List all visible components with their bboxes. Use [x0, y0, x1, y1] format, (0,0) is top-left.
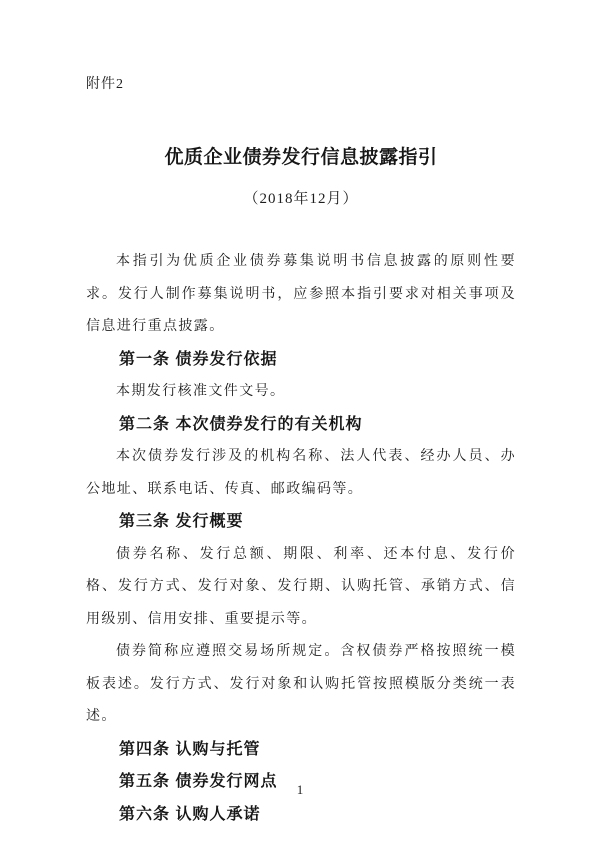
heading-article-2: 第二条 本次债券发行的有关机构 [119, 415, 363, 433]
document-date: （2018年12月） [243, 191, 359, 207]
article-3-paragraph-2: 债券简称应遵照交易场所规定。含权债券严格按照统一模板表述。发行方式、发行对象和认购托管按照模版分类统一表述。 [86, 644, 516, 724]
page-number: 1 [296, 782, 304, 797]
attachment-label: 附件2 [86, 77, 124, 92]
document-title: 优质企业债券发行信息披露指引 [164, 147, 438, 168]
heading-article-3: 第三条 发行概要 [119, 513, 244, 530]
heading-article-4: 第四条 认购与托管 [119, 740, 261, 758]
heading-article-6: 第六条 认购人承诺 [119, 805, 261, 823]
document-body [86, 246, 516, 831]
heading-article-1: 第一条 债券发行依据 [119, 350, 278, 368]
heading-article-5: 第五条 债券发行网点 [119, 773, 278, 790]
article-2-paragraph: 本次债券发行涉及的机构名称、法人代表、经办人员、办公地址、联系电话、传真、邮政编码等。 [86, 449, 516, 497]
article-1-paragraph: 本期发行核准文件文号。 [116, 384, 286, 399]
intro-paragraph: 本指引为优质企业债券募集说明书信息披露的原则性要求。发行人制作募集说明书，应参照本指引要求对相关事项及信息进行重点披露。 [86, 254, 516, 334]
article-3-paragraph-1: 债券名称、发行总额、期限、利率、还本付息、发行价格、发行方式、发行对象、发行期、认购托管、承销方式、信用级别、信用安排、重要提示等。 [86, 546, 516, 627]
